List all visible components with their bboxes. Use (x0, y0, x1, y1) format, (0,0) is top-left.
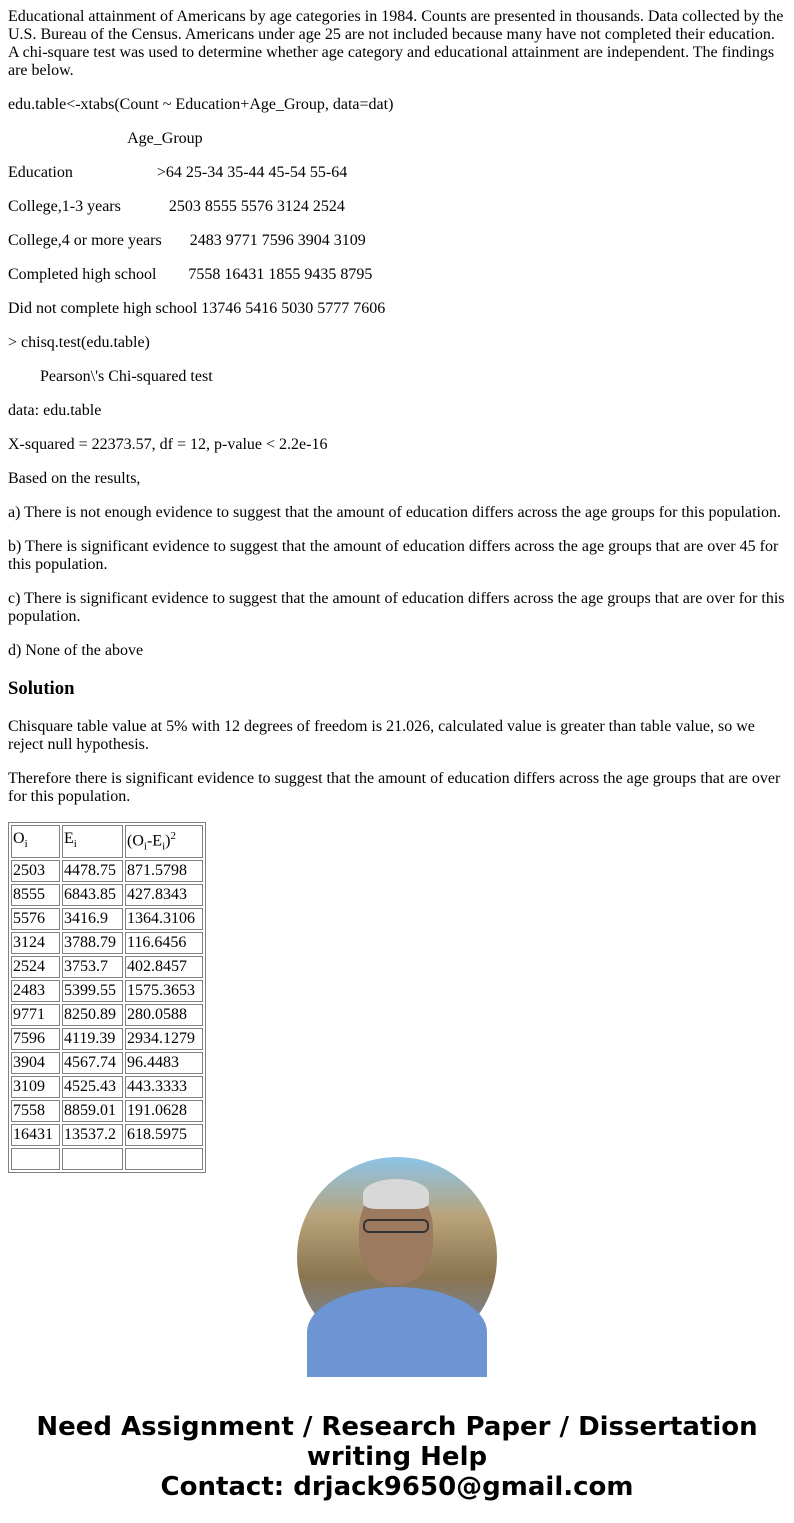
photo-hair (363, 1179, 429, 1209)
age-group-header: Age_Group (8, 130, 203, 147)
result-line: X-squared = 22373.57, df = 12, p-value < 2.2e-16 (8, 436, 328, 453)
option-d: d) None of the above (8, 642, 144, 659)
cell-expected: 6843.85 (62, 884, 123, 906)
code-line: edu.table<-xtabs(Count ~ Education+Age_Group, data=dat) (8, 96, 394, 113)
table-row (11, 1004, 203, 1026)
solution-para-1: Chisquare table value at 5% with 12 degrees of freedom is 21.026, calculated value is greater than table value, so we reject null hypothesis. (8, 718, 755, 753)
footer-line-1: Need Assignment / Research Paper / Dissertation writing Help (36, 1412, 758, 1472)
cell-expected: 4567.74 (62, 1052, 123, 1074)
option-a: a) There is not enough evidence to suggest that the amount of education differs across the age groups for this population. (8, 504, 781, 521)
cell-expected: 4525.43 (62, 1076, 123, 1098)
table-row (11, 932, 203, 954)
cell-expected: 4119.39 (62, 1028, 123, 1050)
option-b: b) There is significant evidence to suggest that the amount of education differs across the age groups that are over 45 for this population. (8, 538, 779, 573)
footer-banner (8, 1412, 786, 1502)
solution-table (8, 822, 206, 1173)
cell-observed: 3904 (11, 1052, 60, 1074)
question-prompt: Based on the results, (8, 470, 141, 487)
cell-diff-squared: 618.5975 (125, 1124, 203, 1146)
cell-diff-squared: 1364.3106 (125, 908, 203, 930)
data-row: College,4 or more years 2483 9771 7596 3904 3109 (8, 232, 366, 249)
cell-observed: 8555 (11, 884, 60, 906)
test-name: Pearson\'s Chi-squared test (8, 368, 213, 385)
table-header-row (11, 825, 203, 858)
header-oi: $O_i$ (11, 825, 60, 858)
cell-diff-squared: 280.0588 (125, 1004, 203, 1026)
cell-expected: 8859.01 (62, 1100, 123, 1122)
data-line: data: edu.table (8, 402, 102, 419)
table-row (11, 956, 203, 978)
profile-photo (297, 1157, 497, 1357)
data-row: College,1-3 years 2503 8555 5576 3124 2524 (8, 198, 345, 215)
solution-table-container (8, 822, 206, 1143)
cell-diff-squared: 1575.3653 (125, 980, 203, 1002)
table-row (11, 1028, 203, 1050)
data-row: Completed high school 7558 16431 1855 9435 8795 (8, 266, 373, 283)
option-c: c) There is significant evidence to suggest that the amount of education differs across the age groups that are over for this population. (8, 590, 785, 625)
cell-observed: 2524 (11, 956, 60, 978)
cell-expected: 13537.2 (62, 1124, 123, 1146)
header-diff-squared: $(O_i-E_i)^2$ (125, 825, 203, 858)
photo-shirt (307, 1287, 487, 1377)
cell-diff-squared: 116.6456 (125, 932, 203, 954)
table-row (11, 980, 203, 1002)
cell-empty (62, 1148, 123, 1170)
table-row (11, 860, 203, 882)
chisq-command: > chisq.test(edu.table) (8, 334, 150, 351)
table-row (11, 908, 203, 930)
cell-observed: 5576 (11, 908, 60, 930)
cell-observed: 7596 (11, 1028, 60, 1050)
cell-empty (125, 1148, 203, 1170)
photo-glasses (363, 1219, 429, 1233)
table-row-clipped (11, 1148, 203, 1170)
cell-expected: 8250.89 (62, 1004, 123, 1026)
cell-diff-squared: 443.3333 (125, 1076, 203, 1098)
cell-expected: 5399.55 (62, 980, 123, 1002)
data-row: Did not complete high school 13746 5416 5030 5777 7606 (8, 300, 386, 317)
cell-observed: 3124 (11, 932, 60, 954)
cell-diff-squared: 402.8457 (125, 956, 203, 978)
solution-heading: Solution (8, 678, 75, 699)
cell-observed: 3109 (11, 1076, 60, 1098)
cell-observed: 2483 (11, 980, 60, 1002)
cell-diff-squared: 871.5798 (125, 860, 203, 882)
table-row (11, 1100, 203, 1122)
solution-para-2: Therefore there is significant evidence to suggest that the amount of education differs across the age groups that are over for this population. (8, 770, 781, 805)
cell-diff-squared: 2934.1279 (125, 1028, 203, 1050)
cell-expected: 4478.75 (62, 860, 123, 882)
cell-expected: 3788.79 (62, 932, 123, 954)
header-ei: $E_i$ (62, 825, 123, 858)
cell-diff-squared: 96.4483 (125, 1052, 203, 1074)
table-row (11, 884, 203, 906)
cell-expected: 3416.9 (62, 908, 123, 930)
footer-contact: Contact: drjack9650@gmail.com (160, 1472, 634, 1502)
photo-container (8, 1157, 786, 1362)
cell-observed: 9771 (11, 1004, 60, 1026)
cell-expected: 3753.7 (62, 956, 123, 978)
education-header: Education >64 25-34 35-44 45-54 55-64 (8, 164, 348, 181)
cell-empty (11, 1148, 60, 1170)
cell-observed: 2503 (11, 860, 60, 882)
question-intro: Educational attainment of Americans by age categories in 1984. Counts are presented in thousands. Data collected by the U.S. Bureau of the Census. Americans under age 25 are not included because many have not completed their education. A chi-square test was used to determine whether age category and educational attainment are independent. The findings are below. (8, 8, 784, 79)
cell-diff-squared: 427.8343 (125, 884, 203, 906)
cell-observed: 7558 (11, 1100, 60, 1122)
table-row (11, 1052, 203, 1074)
cell-diff-squared: 191.0628 (125, 1100, 203, 1122)
cell-observed: 16431 (11, 1124, 60, 1146)
table-row (11, 1076, 203, 1098)
table-row (11, 1124, 203, 1146)
